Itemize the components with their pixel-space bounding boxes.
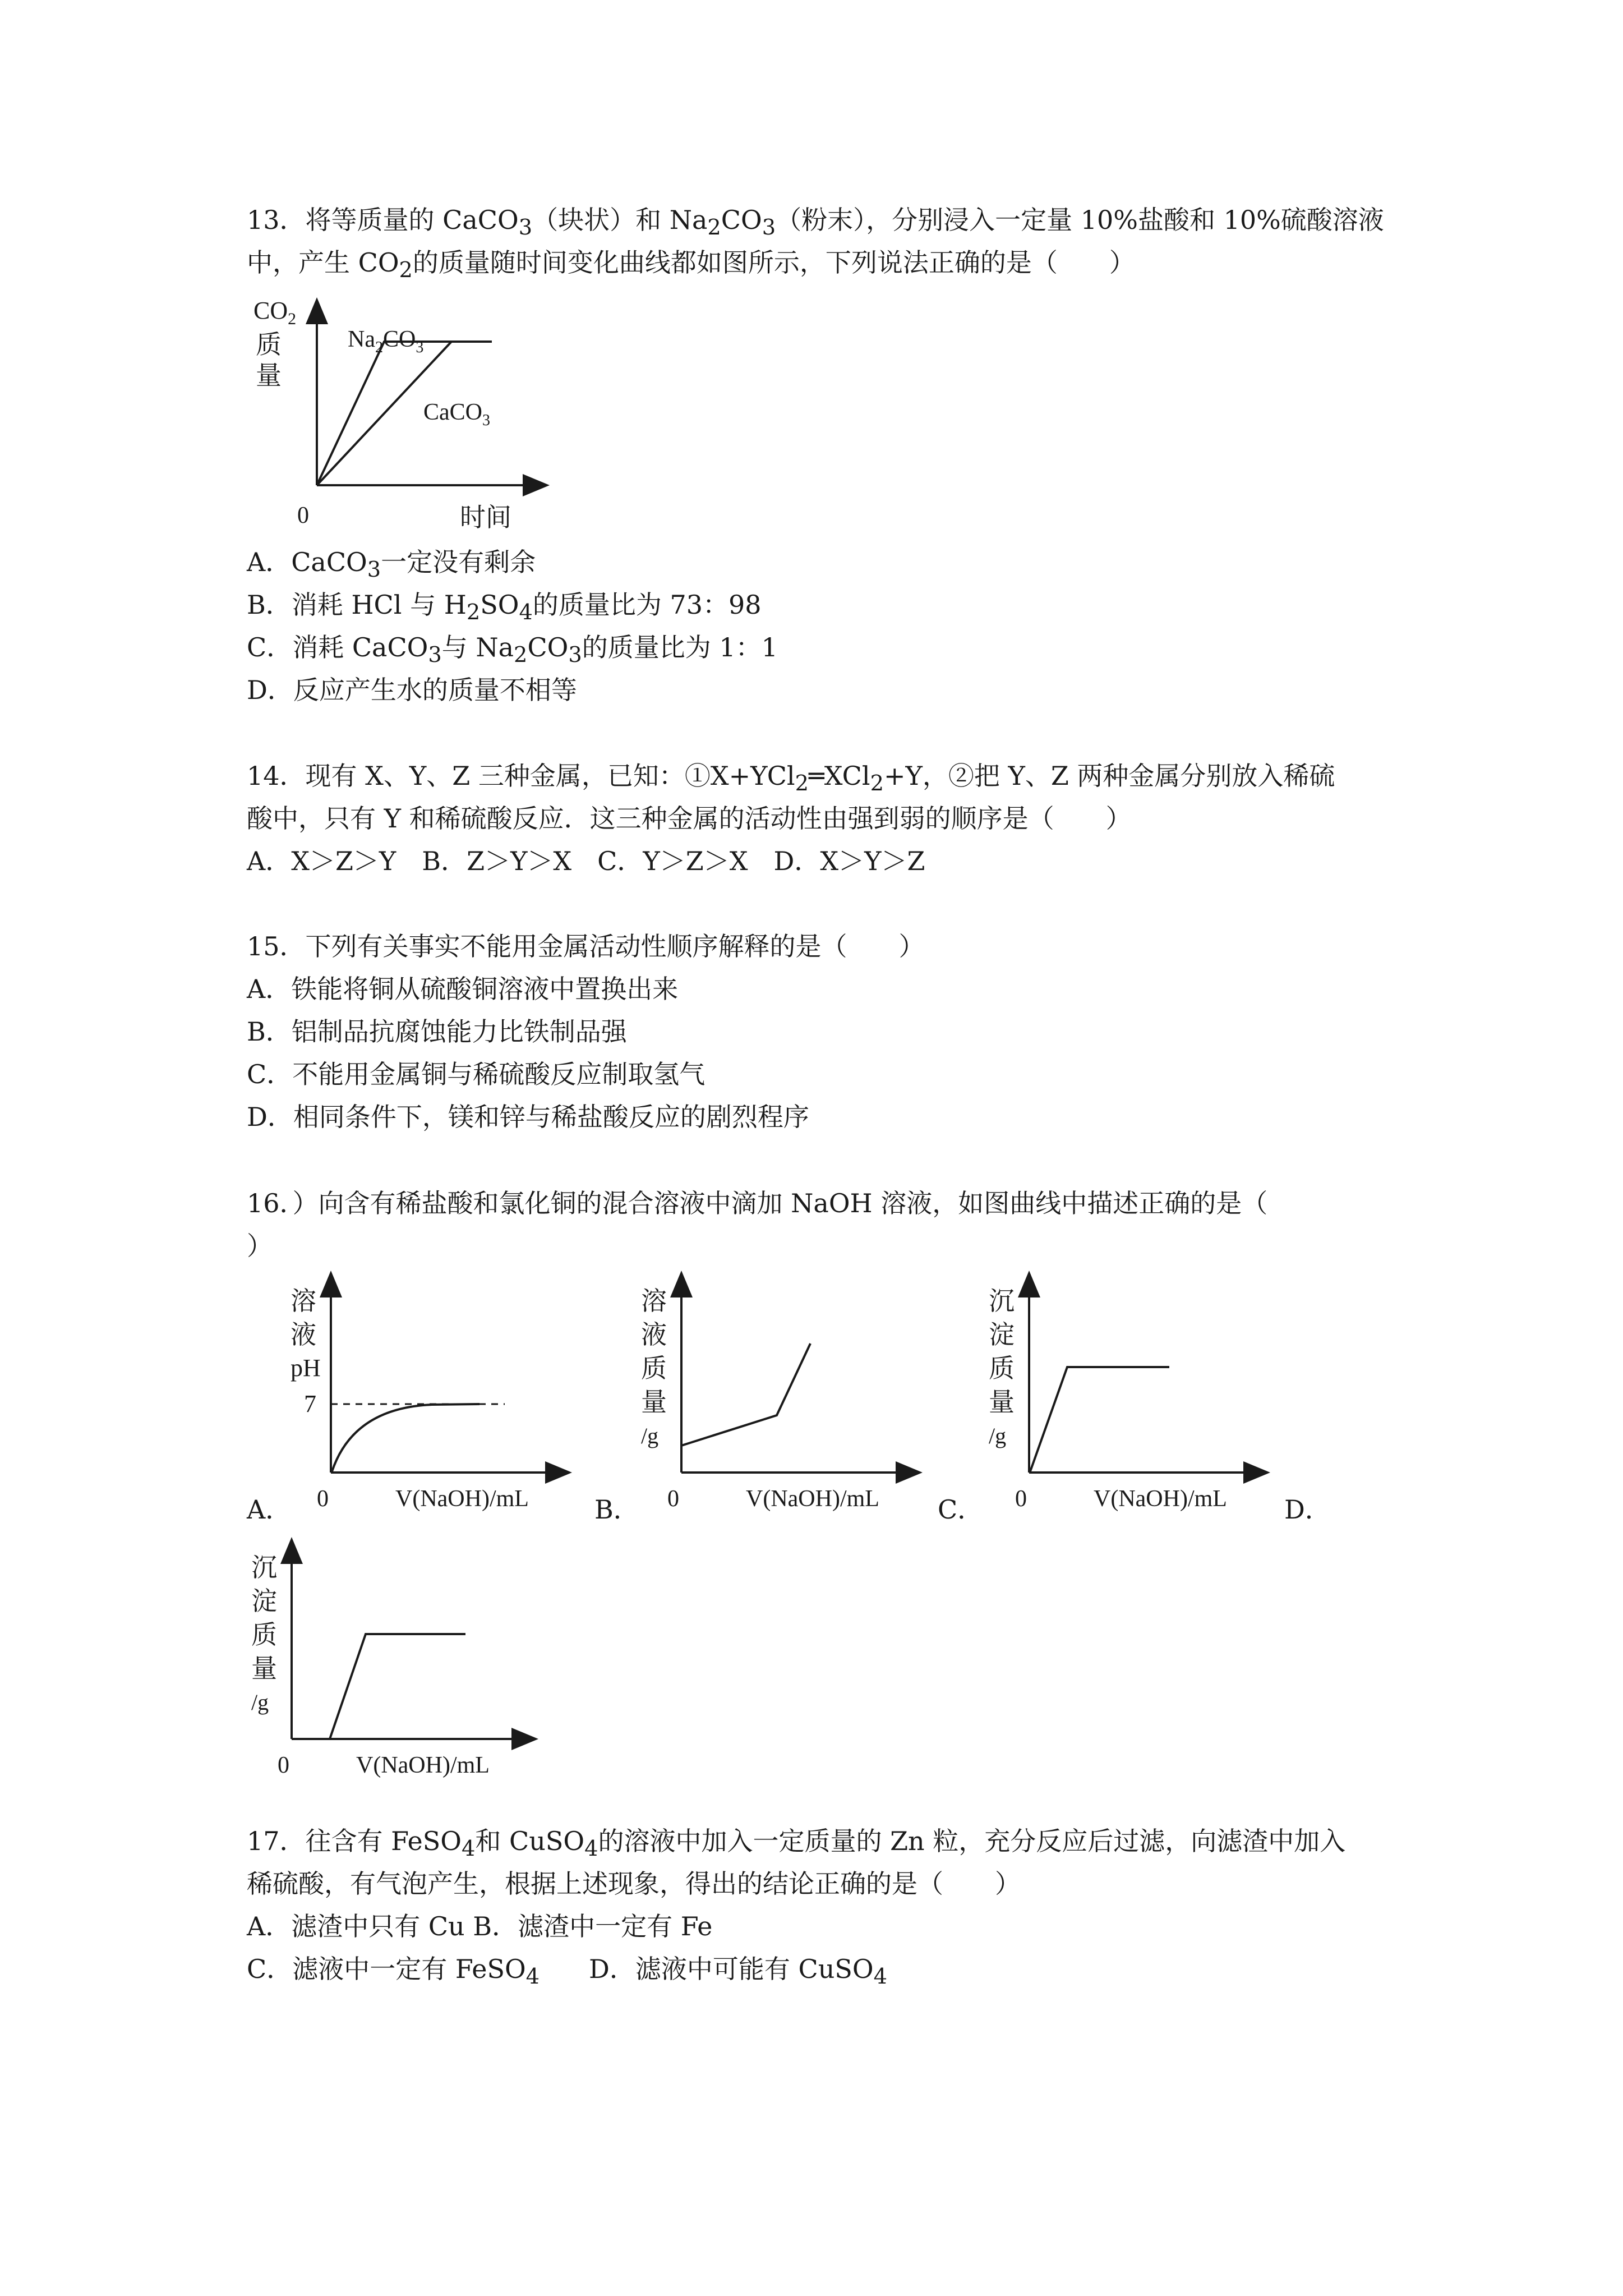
y-label-1: 溶 xyxy=(641,1286,667,1316)
curve-c xyxy=(1030,1367,1169,1471)
curve-d xyxy=(292,1634,465,1739)
q16-graph-d-precipitate xyxy=(241,1531,555,1789)
curve-b xyxy=(681,1343,810,1446)
x-axis-label: V(NaOH)/mL xyxy=(395,1486,529,1512)
q16-label-a: A． xyxy=(247,1494,292,1525)
series-na2co3-label: $Na_2CO_3$ xyxy=(348,326,424,356)
q16-label-d: D． xyxy=(1284,1494,1331,1525)
origin-label: 0 xyxy=(278,1752,289,1778)
x-axis-label: V(NaOH)/mL xyxy=(1094,1486,1227,1512)
q16-graph-b-solution-mass xyxy=(631,1265,934,1523)
q15-option-d: D．相同条件下，镁和锌与稀盐酸反应的剧烈程序 xyxy=(247,1102,809,1132)
q17-option-d: D．滤液中可能有 CuSO$_4$ xyxy=(589,1954,887,1990)
y-label-1: 沉 xyxy=(251,1552,277,1582)
q13-option-d: D．反应产生水的质量不相等 xyxy=(247,675,577,705)
q16-label-c: C． xyxy=(938,1494,984,1525)
q14-stem-line2: 酸中，只有 Y 和稀硫酸反应．这三种金属的活动性由强到弱的顺序是（ ） xyxy=(247,803,1132,834)
q13-co2-mass-graph xyxy=(247,292,561,539)
q15-stem: 15．下列有关事实不能用金属活动性顺序解释的是（ ） xyxy=(247,931,925,961)
curve-a xyxy=(332,1404,479,1471)
q17-option-c: C．滤液中一定有 FeSO$_4$ xyxy=(247,1954,540,1990)
y-label-2: 液 xyxy=(291,1319,316,1350)
q16-stem-line2: ） xyxy=(247,1231,273,1261)
q14-options: A．X＞Z＞Y B．Z＞Y＞X C．Y＞Z＞X D．X＞Y＞Z xyxy=(247,846,925,876)
x-axis-label: 时间 xyxy=(460,502,511,532)
y-label-2: 液 xyxy=(641,1319,667,1350)
q17-stem-line1: 17．往含有 FeSO$_4$和 CuSO$_4$的溶液中加入一定质量的 Zn 粒，充分反应后过滤，向滤渣中加入 xyxy=(247,1826,1346,1862)
origin-label: 0 xyxy=(297,503,309,528)
series-caco3-label: CaCO$_3$ xyxy=(423,399,490,429)
origin-label: 0 xyxy=(1015,1486,1027,1512)
x-axis-label: V(NaOH)/mL xyxy=(746,1486,879,1512)
q13-option-a: A．CaCO$_3$一定没有剩余 xyxy=(247,547,536,583)
q15-option-c: C．不能用金属铜与稀硫酸反应制取氢气 xyxy=(247,1059,706,1089)
y-label-3: 质 xyxy=(641,1353,667,1383)
x-axis-label: V(NaOH)/mL xyxy=(356,1752,490,1778)
y-label-4: 量 xyxy=(641,1387,667,1417)
y-label-3: 质 xyxy=(989,1353,1015,1383)
q17-stem-line2: 稀硫酸，有气泡产生，根据上述现象，得出的结论正确的是（ ） xyxy=(247,1869,1021,1899)
y-unit: /g xyxy=(989,1423,1007,1448)
q17-options-ab: A．滤渣中只有 Cu B．滤渣中一定有 Fe xyxy=(247,1911,713,1941)
q14-stem-line1: 14．现有 X、Y、Z 三种金属，已知：①X+YCl$_2$═XCl$_2$+Y，②把 Y、Z 两种金属分别放入稀硫 xyxy=(247,761,1335,797)
y-axis-label-cjk-2: 量 xyxy=(256,360,282,390)
q13-stem-line1: 13．将等质量的 CaCO$_3$（块状）和 $Na_2CO_3$（粉末），分别浸入一定量 10%盐酸和 10%硫酸溶液 xyxy=(247,205,1384,241)
y-label-2: 淀 xyxy=(251,1586,277,1616)
q16-stem-line1: 16．）向含有稀盐酸和氯化铜的混合溶液中滴加 NaOH 溶液，如图曲线中描述正确的是（ xyxy=(247,1188,1268,1218)
y-unit: /g xyxy=(641,1423,659,1448)
y-label-ph: pH xyxy=(291,1354,321,1382)
ref-value-7: 7 xyxy=(304,1390,316,1418)
y-label-3: 质 xyxy=(251,1619,277,1650)
y-label-2: 淀 xyxy=(989,1319,1015,1350)
q16-label-b: B． xyxy=(594,1494,639,1525)
y-label-1: 沉 xyxy=(989,1286,1015,1316)
y-axis-label-cjk-1: 质 xyxy=(256,329,282,360)
q15-option-a: A．铁能将铜从硫酸铜溶液中置换出来 xyxy=(247,974,679,1004)
origin-label: 0 xyxy=(317,1486,329,1512)
q13-stem-line2: 中，产生 $CO_2$的质量随时间变化曲线都如图所示，下列说法正确的是（ ） xyxy=(247,247,1135,283)
y-unit: /g xyxy=(251,1690,269,1715)
y-label-4: 量 xyxy=(989,1387,1015,1417)
y-label-4: 量 xyxy=(251,1653,277,1683)
q16-graph-c-precipitate xyxy=(979,1265,1281,1523)
origin-label: 0 xyxy=(667,1486,679,1512)
q16-graph-a-ph xyxy=(280,1265,583,1523)
y-label-1: 溶 xyxy=(291,1286,316,1316)
y-axis-label: $CO_2$ xyxy=(253,297,297,328)
q15-option-b: B．铝制品抗腐蚀能力比铁制品强 xyxy=(247,1016,627,1047)
q13-option-c: C．消耗 CaCO$_3$与 $Na_2CO_3$的质量比为 1：1 xyxy=(247,632,778,668)
q13-option-b: B．消耗 HCl 与 $H_2SO_4$的质量比为 73：98 xyxy=(247,590,762,625)
